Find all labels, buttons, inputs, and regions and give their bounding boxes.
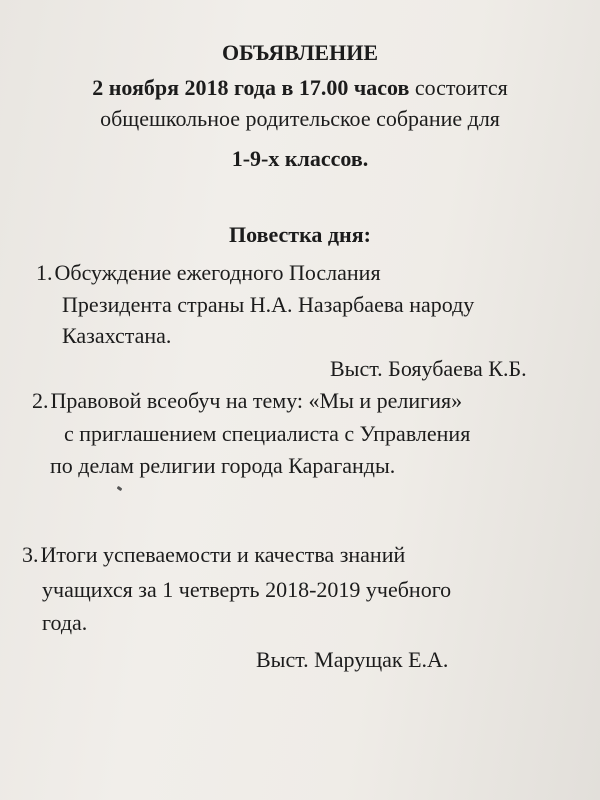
- meeting-date-line: [0, 75, 600, 101]
- agenda-item-speaker: Выст. Бояубаева К.Б.: [330, 356, 527, 381]
- agenda-item-3: [22, 542, 405, 568]
- agenda-item-text: года.: [42, 610, 88, 635]
- meeting-date: 2 ноября 2018 года в 17.00 часов: [92, 75, 410, 100]
- agenda-item-speaker: Выст. Марущак Е.А.: [256, 647, 449, 672]
- agenda-item-text: учащихся за 1 четверть 2018-2019 учебного: [42, 577, 452, 602]
- agenda-item-text: Казахстана.: [62, 323, 172, 348]
- meeting-description: общешкольное родительское собрание для: [100, 106, 500, 131]
- agenda-item-text: Итоги успеваемости и качества знаний: [40, 542, 406, 567]
- agenda-heading: Повестка дня:: [229, 222, 371, 247]
- agenda-item-text: Обсуждение ежегодного Послания: [54, 260, 381, 285]
- agenda-item-2: [32, 388, 462, 414]
- agenda-item-number: 3.: [22, 542, 39, 567]
- agenda-item-text: с приглашением специалиста с Управления: [64, 421, 471, 446]
- meeting-classes: 1-9-х классов.: [231, 146, 369, 171]
- agenda-item-text: по делам религии города Караганды.: [50, 453, 396, 478]
- meeting-date-rest: состоится: [409, 75, 508, 100]
- agenda-item-number: 2.: [32, 388, 49, 413]
- agenda-item-1: [36, 260, 381, 286]
- notice-title: ОБЪЯВЛЕНИЕ: [221, 40, 379, 65]
- agenda-item-text: Президента страны Н.А. Назарбаева народу: [62, 292, 475, 317]
- agenda-item-number: 1.: [36, 260, 53, 285]
- agenda-item-text: Правовой всеобуч на тему: «Мы и религия»: [50, 388, 463, 413]
- pen-mark: [117, 486, 123, 491]
